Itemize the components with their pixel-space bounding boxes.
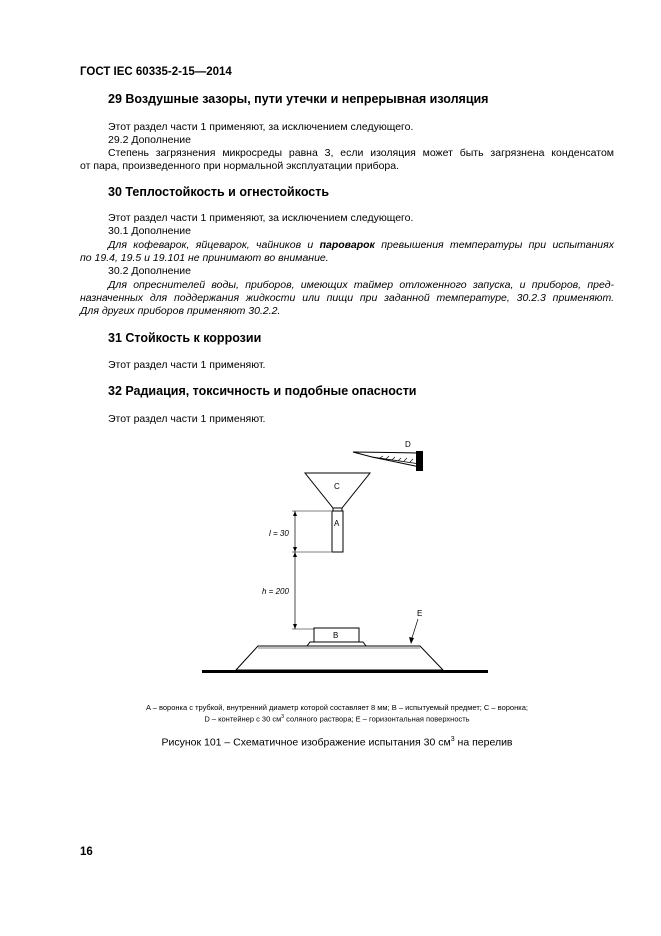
container-d: [353, 451, 423, 471]
section-29-title: 29 Воздушные зазоры, пути утечки и непрерывная изоляция: [108, 92, 489, 106]
label-b: B: [333, 631, 339, 640]
section-30-para-3-line-1: Для кофеварок, яйцеварок, чайников и пароварок превышения температуры при испытаниях: [108, 239, 614, 251]
section-30-para-2: 30.1 Дополнение: [108, 225, 191, 237]
section-29-para-3-line-2: от пара, произведенного при нормальной эксплуатации прибора.: [80, 160, 400, 172]
dimension-h-label: h = 200: [262, 587, 289, 596]
section-32-para-1: Этот раздел части 1 применяют.: [108, 413, 266, 425]
section-30-para-3-line-2: по 19.4, 19.5 и 19.101 не принимают во внимание.: [80, 252, 329, 264]
figure-legend-line-1: A – воронка с трубкой, внутренний диаметр которой составляет 8 мм; B – испытуемый предмет; C – воронка;: [146, 703, 528, 712]
section-30-para-1: Этот раздел части 1 применяют, за исключением следующего.: [108, 212, 414, 224]
section-29-para-1: Этот раздел части 1 применяют, за исключением следующего.: [108, 121, 414, 133]
horizontal-surface-e: [202, 646, 488, 673]
figure-caption: Рисунок 101 – Схематичное изображение испытания 30 $см^3$ на перелив: [161, 736, 513, 749]
label-d: D: [405, 440, 411, 449]
bold-term: пароварок: [319, 239, 375, 251]
section-32-title: 32 Радиация, токсичность и подобные опасности: [108, 384, 417, 398]
section-29-para-2: 29.2 Дополнение: [108, 134, 191, 146]
label-c: C: [334, 482, 340, 491]
section-29-para-3-line-1: Степень загрязнения микросреды равна 3, если изоляция может быть загрязнена конденсатом: [108, 147, 614, 159]
dimension-l-label: l = 30: [269, 529, 289, 538]
section-30-title: 30 Теплостойкость и огнестойкость: [108, 185, 330, 199]
section-30-para-5-line-1: Для опреснителей воды, приборов, имеющих таймер отложенного запуска, и приборов, пред-: [108, 279, 614, 291]
label-e: E: [417, 609, 423, 618]
dimension-h-line: [292, 552, 314, 629]
section-30-para-5-line-3: Для других приборов применяют 30.2.2.: [80, 305, 281, 317]
section-30-para-4: 30.2 Дополнение: [108, 265, 191, 277]
section-30-para-5-line-2: назначенных для поддержания жидкости или пищи при заданной температуре, 30.2.3 применяют.: [80, 292, 614, 304]
figure-legend-line-2: D – контейнер с 30 $см^3$ соляного раствора; E – горизонтальная поверхность: [204, 714, 470, 724]
dimension-l-line: [292, 511, 331, 552]
page-number: 16: [80, 846, 93, 858]
section-31-para-1: Этот раздел части 1 применяют.: [108, 359, 266, 371]
section-31-title: 31 Стойкость к коррозии: [108, 331, 262, 345]
label-a: A: [334, 519, 340, 528]
document-header: ГОСТ IEC 60335-2-15—2014: [80, 66, 232, 78]
funnel-c: [305, 473, 370, 511]
tube-a: [332, 511, 343, 552]
